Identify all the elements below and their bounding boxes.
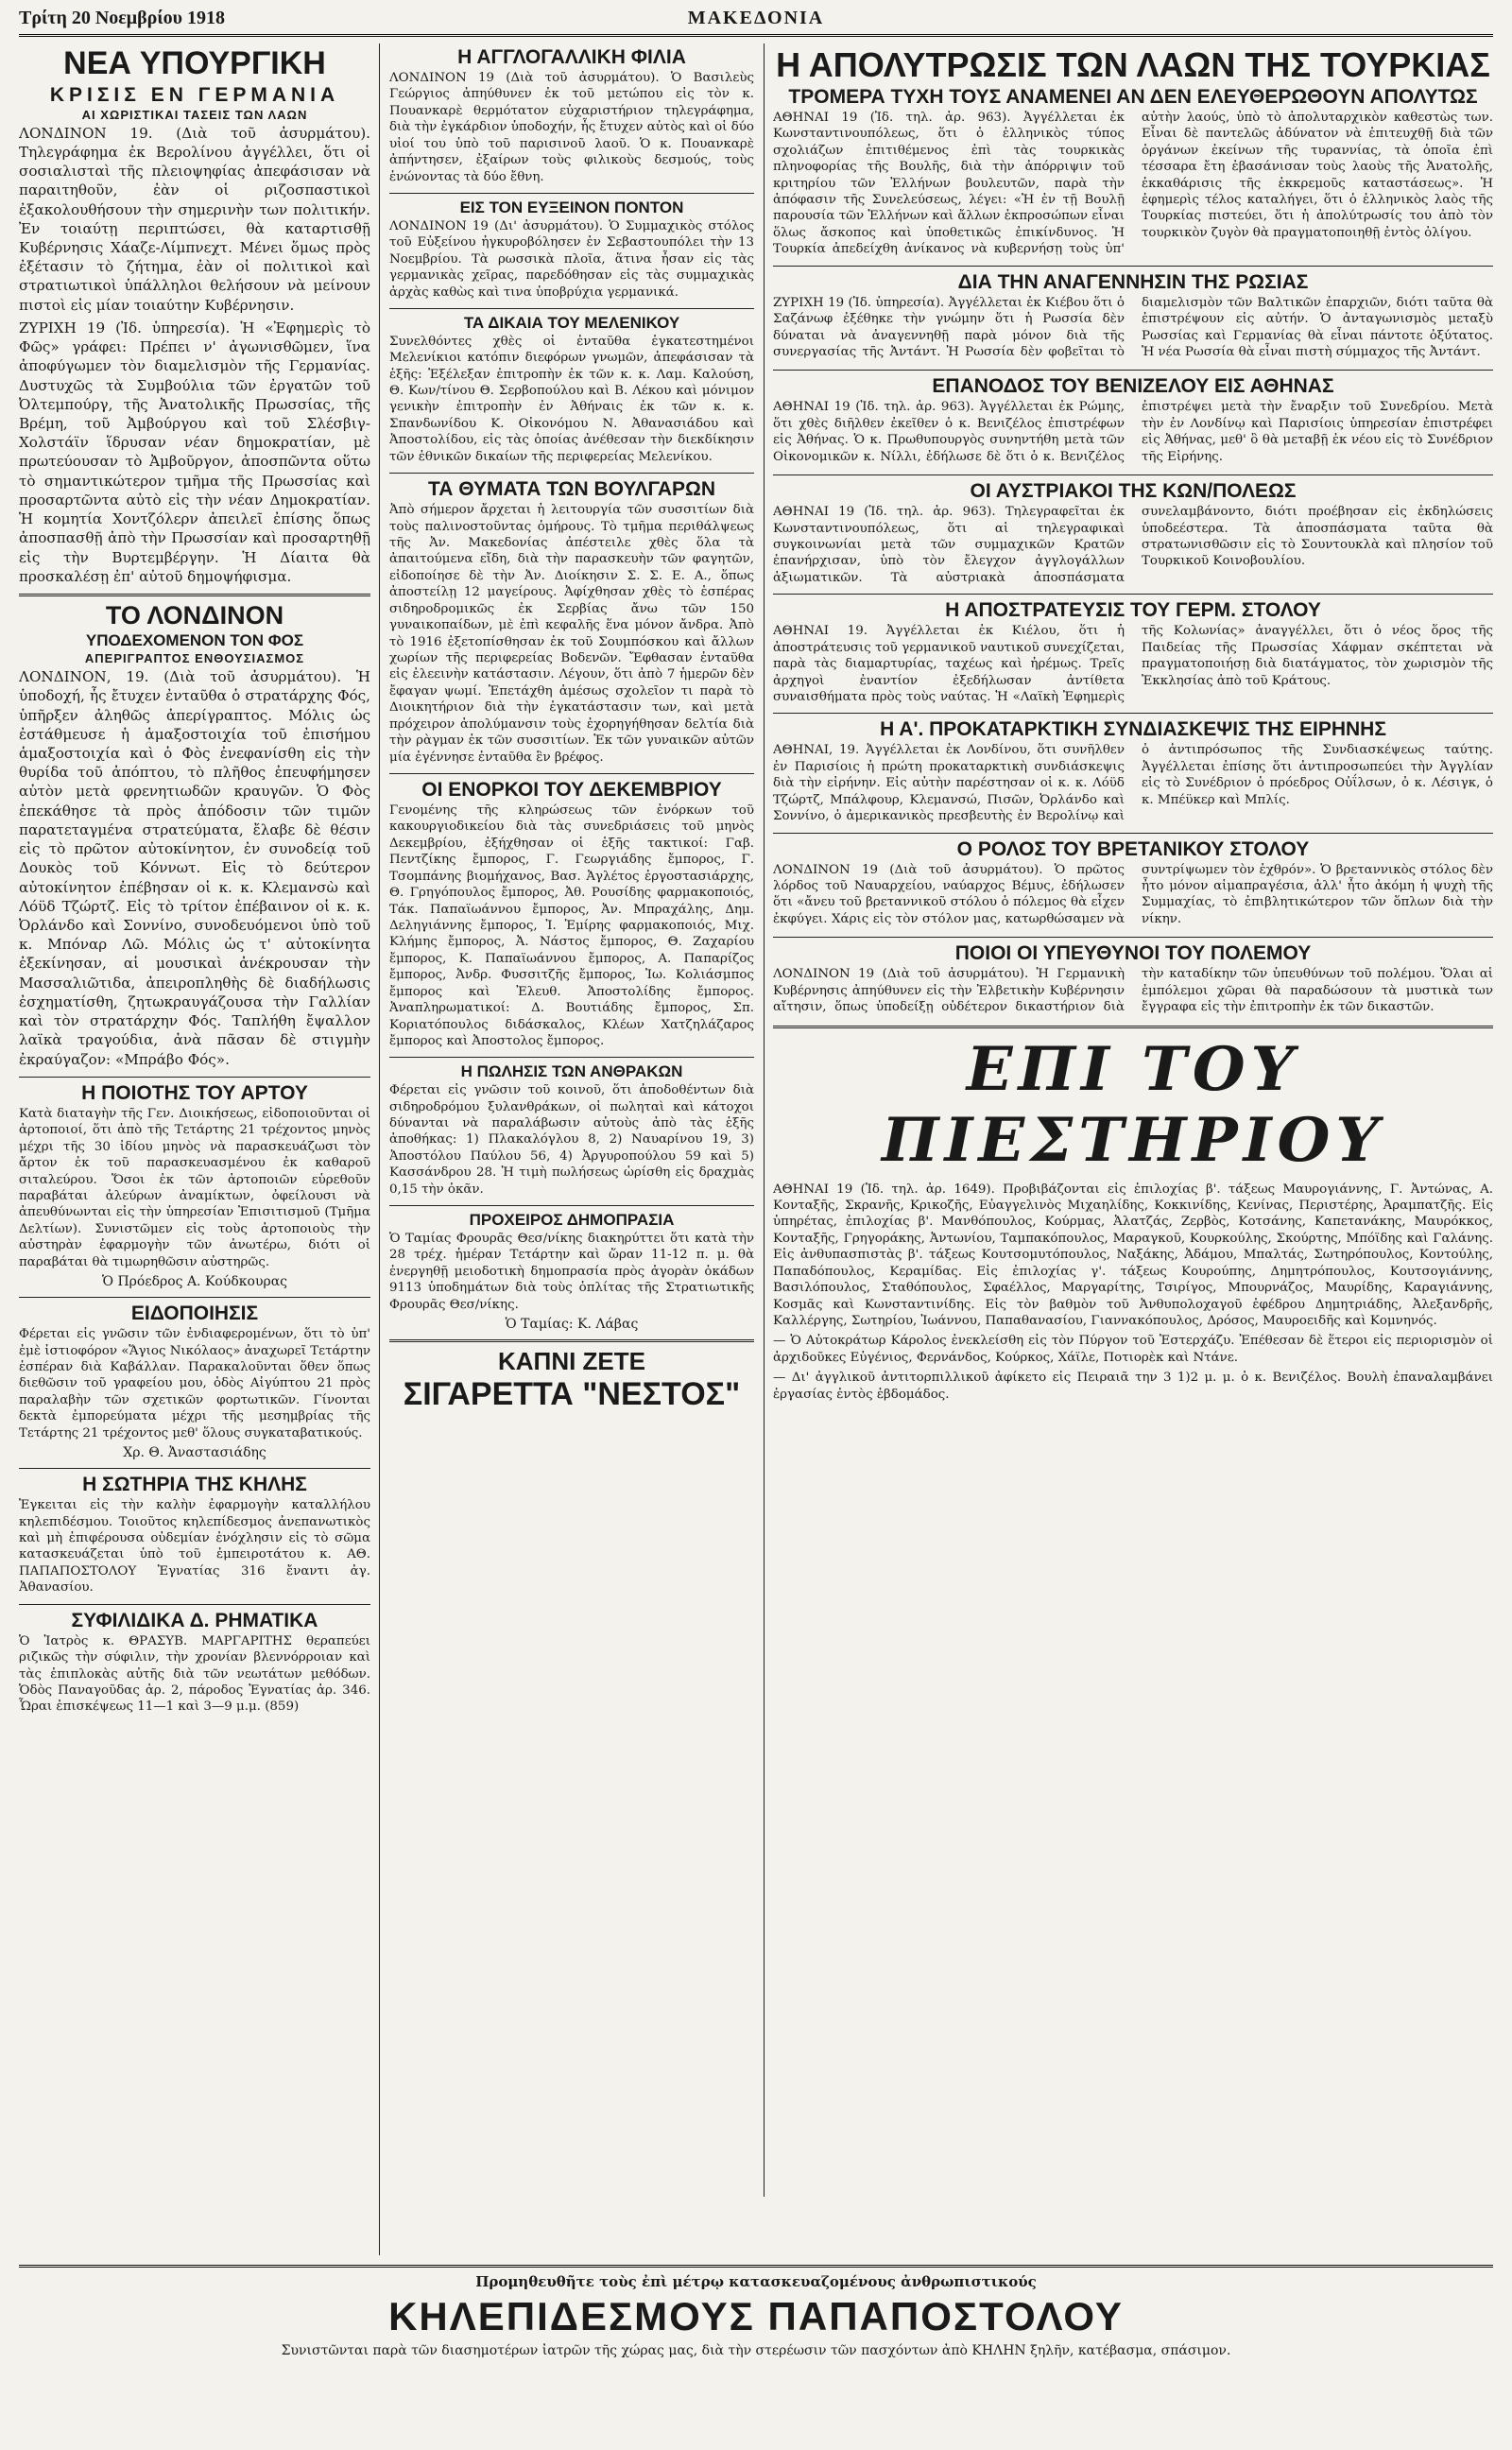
divider bbox=[389, 1057, 754, 1058]
divider bbox=[773, 833, 1493, 834]
headline-bread: Η ΠΟΙΟΤΗΣ ΤΟΥ ΑΡΤΟΥ bbox=[81, 1081, 308, 1104]
article-body: — Δι' ἀγγλικοῦ ἀντιτορπιλλικοῦ ἀφίκετο εἰς Πειραιᾶ την 3 1)2 μ. μ. ὁ κ. Βενιζέλος. Βουλὴ ἐπαναλαμβάνει ἐργασίας ἐντὸς ἑβδομάδος. bbox=[773, 1371, 1493, 1402]
column-3 bbox=[773, 43, 1493, 2191]
advert-description: Συνιστῶνται παρὰ τῶν διασημοτέρων ἰατρῶν τῆς χώρας μας, διὰ τὴν στερέωσιν τῶν πασχόντων ἀπὸ ΚΗΛΗΝ ξηλῆν, κατέβασμα, σπάσιμον. bbox=[281, 2343, 1231, 2358]
column-divider bbox=[764, 43, 765, 2197]
article-body: ΑΘΗΝΑΙ 19. Ἀγγέλλεται ἐκ Κιέλου, ὅτι ἡ ἀποστράτευσις τοῦ γερμανικοῦ ναυτικοῦ συνεχίζεται, παρὰ τὰς διαμαρτυρίας, ταχέως καὶ ἠρέμως. Τρεῖς ἀρχηγοὶ ἐναντίον ἐξεδήλωσαν ἀντίθετα συναισθήματα πρὸς τοὺς ναύτας. Ἡ «Λαϊκὴ Ἐφημερὶς τῆς Κολωνίας» ἀναγγέλλει, ὅτι ὁ νέος ὅρος τῆς Παιδείας τῆς Πρωσσίας Χάφμαν σκέπτεται νὰ πραγματοποιήσῃ διὰ διατάγματος, τὸν χωρισμὸν τῆς Ἐκκλησίας ἀπὸ τοῦ Κράτους. bbox=[773, 624, 1493, 704]
advert-title: ΚΗΛΕΠΙΔΕΣΜΟΥΣ ΠΑΠΑΠΟΣΤΟΛΟΥ bbox=[388, 2294, 1124, 2338]
divider bbox=[773, 370, 1493, 371]
advert-line: Προμηθευθῆτε τοὺς ἐπὶ μέτρῳ κατασκευαζομένους ἀνθρωπιστικούς bbox=[475, 2273, 1037, 2290]
advert-body: Ἐγκειται εἰς τὴν καλὴν ἐφαρμογὴν καταλλήλου κηλεπιδέσμου. Τοιοῦτος κηλεπίδεσμος ἀνεπανωτικὸς καὶ μὴ ἐπιφέρουσα οὐδεμίαν ἐνόχλησιν εἰς τὸ σῶμα κατασκευάζεται ὑπὸ τοῦ ἐμπειροτάτου κ. ΑΘ. ΠΑΠΑΠΟΣΤΟΛΟΥ Ἐγνατίας 316 ἔναντι ἀγ. Ἀθανασίου. bbox=[19, 1498, 370, 1596]
article-body-two-col bbox=[773, 110, 1493, 258]
article-body-two-col bbox=[773, 504, 1493, 586]
divider bbox=[773, 266, 1493, 267]
article-body: Γενομένης τῆς κληρώσεως τῶν ἐνόρκων τοῦ κακουργιοδικείου διὰ τὰς συνεδριάσεις τοῦ μηνὸς Δεκεμβρίου, ἐξήχθησαν οἱ ἑξῆς τακτικοί: Γαβ. Πεντζίκης ἔμπορος, Γ. Γεωργιάδης ἔμπορος, Γ. Τσομπάνης βιομήχανος, Βασ. Ἀγλέτος ἐργοστασιάρχης, Θ. Γρηγόπουλος ἔμπορος, Ἀθ. Ρουσίδης φαρμακοποιός, Τάκ. Παπαϊωάννου ἔμπορος, Ἀν. Μπραχάλης, Δημ. Δεληγιάννης ἔμπορος, Ἰ. Ἐμίρης φαρμακοποιός, Μιχ. Κλήμης ἔμπορος, Ἀ. Νάστος ἔμπορος, Θ. Ζαχαρίου ἔμπορος, Κ. Παπαϊωάννου ἔμπορος, Α. Παπαρίζος ἔμπορος, Ἀνδρ. Φυσσιτζῆς ἔμπορος, Ἰω. Κολιάσμπος ἔμπορος καὶ Ἐλευθ. Ἀποστολίδης ἔμπορος. Ἀναπληρωματικοί: Δ. Βουτιάδης ἔμπορος, Σπ. Κοριατόπουλος διδάσκαλος, Κλέων Χατζηλάζαρος ἔμπορος καὶ Ἀποστολος ἔμπορος. bbox=[389, 803, 754, 1048]
headline-syphilis: ΣΥΦΙΛΙΔΙΚΑ Δ. ΡΗΜΑΤΙΚΑ bbox=[71, 1609, 318, 1631]
column-divider bbox=[379, 43, 380, 2255]
article-body-two-col bbox=[773, 862, 1493, 930]
divider bbox=[773, 1026, 1493, 1028]
divider bbox=[389, 773, 754, 774]
headline-british-fleet: Ο ΡΟΛΟΣ ΤΟΥ ΒΡΕΤΑΝΙΚΟΥ ΣΤΟΛΟΥ bbox=[956, 837, 1310, 860]
kicker: ΑΠΕΡΙΓΡΑΠΤΟΣ ΕΝΘΟΥΣΙΑΣΜΟΣ bbox=[84, 651, 305, 666]
article-body: Ἀπὸ σήμερον ἄρχεται ἡ λειτουργία τῶν συσσιτίων διὰ τοὺς παλινοστοῦντας ὁμήρους. Τὸ τμῆμα περιθάλψεως τῆς Ἀν. Μακεδονίας ἀπέστειλε χθὲς ὅλα τὰ ἀπαιτούμενα εἴδη, διὰ τὴν παρασκευὴν τῶν φαγητῶν, εἰδοποίησε δὲ τὴν Ἀν. Διοίκησιν Σ. Σ. Ε. Α., ὅπως ἀποστείλῃ 12 μαγείρους. Ἀφίχθησαν χθὲς τὸ ἑσπέρας σιδηροδρομικῶς ἐκ Σερβίας ἄνω τῶν 150 γυναικοπαίδων, μὲ ἐπὶ κεφαλῆς ἕνα μόνον ἄνδρα. Ἀπὸ τὸ 1916 ἐξετοπίσθησαν ἐκ τοῦ Σουμπόσκου καὶ ἄλλων χωρίων τῆς περιφερείας Βοδενῶν. Ἔφθασαν ἐνταῦθα εἰς ἐλεεινὴν κατάστασιν. Λέγουν, ὅτι ἀπὸ 7 ἡμερῶν δὲν ἔφαγαν ψωμί. Ἐπετάχθη ἀμέσως σχολεῖον τι παρὰ τὸ Διοικητήριον διὰ τὴν ἐγκατάστασιν των, καὶ μετὰ πρόχειρον ἀπολύμανσιν τοὺς ἐχορηγήθησαν δελτία διὰ τὴν ρὰγμαν ἐκ τῶν συσσιτίων. Ἐκ τῶν γυναικῶν αὐτῶν μία ἐγέννησε ἐνταῦθα ἓν βρέφος. bbox=[389, 503, 754, 765]
issue-date: Τρίτη 20 Νοεμβρίου 1918 bbox=[19, 8, 225, 28]
headline-german-fleet: Η ΑΠΟΣΤΡΑΤΕΥΣΙΣ ΤΟΥ ΓΕΡΜ. ΣΤΟΛΟΥ bbox=[945, 599, 1321, 622]
headline-coal: Η ΠΩΛΗΣΙΣ ΤΩΝ ΑΝΘΡΑΚΩΝ bbox=[460, 1062, 683, 1081]
article-body: ΑΘΗΝΑΙ 19 (Ἰδ. τηλ. ἀρ. 1649). Προβιβάζονται εἰς ἐπιλοχίας β'. τάξεως Μαυρογιάννης, Γ. Ἀντώνας, Α. Κονταξῆς, Σκρανῆς, Κρικοζῆς, Εὐαγγελινὸς Μιχαηλίδης, Κοκκινίδης, Κενίνας, Περιστέρης, Ἀραμπατζῆς. Εἰς ὑπηρέτας, ἐπιλοχίας β'. Μανθόπουλος, Κούρμας, Ἀλατζάς, Ζερβὸς, Κοτσάνης, Καπετανάκης, Μαυρόκκος, Κονταξῆς, Γρηγοράκης, Ἀντωνίου, Ταμπακόπουλος, Μαραγκοῦ, Κουρκούλης, Σκούρτης, Μπόϊδης καὶ Γαλάνης. Εἰς ἀνθυπασπιστὰς β'. τάξεως Κουτσομυτόπουλος, Ναξάκης, Ἀδάμου, Μπαλτάς, Σωτηρόπουλος, Κοντούλης, Παπαδόπουλος, Κεραμίδας. Εἰς ἐπιλοχίας γ'. τάξεως Κουρούπης, Δημητρόπουλος, Κουτσογιάννης, Βασιλόπουλος, Σταθόπουλος, Σφαέλλος, Μαργαρίτης, Τσιρίγος, Μπουρνάζος, Μαυρίδης, Καραγιάννης, Κοσμᾶς καὶ Κωνσταντινίδης. Εἰς τὸν βαθμὸν τοῦ Ἀνθυπολοχαγοῦ ἐφέδρου Δημητριάδης, Ἀλεξανδρῆς, Καλλέργης, Σωτηρίου, Ἰωάννου, Παπαθανασίου, Γιαννακόπουλος, Δρόσος, Μαυροειδῆς καὶ Κομνηνός. bbox=[773, 1182, 1493, 1328]
divider bbox=[773, 937, 1493, 938]
article-body: ΛΟΝΔΙΝΟΝ 19 (Διὰ τοῦ ἀσυρμάτου). Ὁ Βασιλεὺς Γεώργιος ἀπηύθυνεν ἐκ τοῦ μετώπου εἰς τὸν κ. Πουανκαρὲ θερμότατον εὐχαριστήριον τηλεγράφημα, διὰ τὴν ἐγκάρδιον ὑποδοχήν, ἧς ἔτυχεν αὐτὸς καὶ οἱ δύο υἱοί του ὑπὸ τοῦ παρισινοῦ λαοῦ. Ὁ κ. Πουανκαρὲ ἀπήντησεν, ἐξαίρων τοὺς φιλικοὺς δεσμούς, τοὺς ἑνώνοντας τὰ δύο ἔθνη. bbox=[389, 71, 754, 184]
divider bbox=[19, 1297, 370, 1298]
masthead bbox=[19, 6, 1493, 37]
headline-melenik: ΤΑ ΔΙΚΑΙΑ ΤΟΥ ΜΕΛΕΝΙΚΟΥ bbox=[463, 313, 680, 332]
article-body-two-col bbox=[773, 399, 1493, 467]
column-2 bbox=[389, 43, 754, 2197]
headline-anglo-french: Η ΑΓΓΛΟΓΑΛΛΙΚΗ ΦΙΛΙΑ bbox=[457, 46, 686, 68]
divider bbox=[773, 474, 1493, 475]
article-body: ΑΘΗΝΑΙ 19 (Ἰδ. τηλ. ἀρ. 963). Ἀγγέλλεται ἐκ Ρώμης, ὅτι χθὲς διῆλθεν ἐκεῖθεν ὁ κ. Βενιζέλος ἐπιστρέφων εἰς Ἀθήνας. Ὁ κ. Πρωθυπουργὸς συνηντήθη μετὰ τῶν Οἰκονομικῶν κ. Νίλλι, ἐδήλωσε δὲ ὅτι ὁ κ. Βενιζέλος ἐπιστρέψει μετὰ τὴν ἔναρξιν τοῦ Συνεδρίου. Μετὰ τὴν ἐν Λονδίνῳ καὶ Παρισίοις ὑπηρεσίαν ἐπιστρέφει εἰς Ἀθήνας, μεθ' ὃ θὰ μεταβῇ ἐκ νέου εἰς τὸ Συνέδριον τῆς Εἰρήνης. bbox=[773, 400, 1493, 464]
headline-jurors: ΟΙ ΕΝΟΡΚΟΙ ΤΟΥ ΔΕΚΕΜΒΡΙΟΥ bbox=[421, 778, 722, 801]
headline-austrians: ΟΙ ΑΥΣΤΡΙΑΚΟΙ ΤΗΣ ΚΩΝ/ΠΟΛΕΩΣ bbox=[970, 480, 1297, 503]
article-body: ΛΟΝΔΙΝΟΝ 19 (Διὰ τοῦ ἀσυρμάτου). Ὁ πρῶτος λόρδος τοῦ Ναυαρχείου, ναύαρχος Βέμυς, ἐδήλωσεν ὅτι «ἄνευ τοῦ βρεταννικοῦ στόλου ὁ πόλεμος θὰ εἶχεν ἐκφύγει. Χάρις εἰς τὸν στόλον μας, κατωρθώσαμεν νὰ συντρίψωμεν τὸν ἐχθρόν». Ὁ βρεταννικὸς στόλος δὲν ἦτο μόνον αἱμαπραγέσια, ἀλλ' ἦτο ἀκόμη ἡ ψυχὴ τῆς Συμμαχίας, τὸ ἐπιβλητικώτερον τῶν ὅπλων διὰ τὴν νίκην. bbox=[773, 862, 1493, 926]
divider bbox=[389, 193, 754, 194]
article-body: Συνελθόντες χθὲς οἱ ἐνταῦθα ἐγκατεστημένοι Μελενίκιοι κατόπιν διεφόρων γνωμῶν, ἀπεφάσισαν τὰ ἑξῆς: Ἐξέλεξαν ἐπιτροπὴν ἐκ τῶν κ. κ. Λαμ. Καλούση, Θ. Κων/τίνου Θ. Σερβοπούλου καὶ Β. Λέκου καὶ μόνιμον γενικὴν ἐπιτροπὴν ἐν Ἀθήναις ἐκ τῶν κ. κ. Σπανδωνίδου Κ. Οἰκονόμου Ν. Ἀθανασιάδου καὶ Ἀποστολίδου, εἰς τὰς ὁποίας ἀνέθεσαν τὴν διεκδίκησιν τῶν ἐθνικῶν δικαίων τῆς περιφερείας Μελενίκου. bbox=[389, 334, 754, 464]
headline-turkey: Η ΑΠΟΛΥΤΡΩΣΙΣ ΤΩΝ ΛΑΩΝ ΤΗΣ ΤΟΥΡΚΙΑΣ bbox=[776, 45, 1490, 84]
divider bbox=[389, 1339, 754, 1342]
article-body: ΖΥΡΙΧΗ 19 (Ἰδ. ὑπηρεσία). Ἀγγέλλεται ἐκ Κιέβου ὅτι ὁ Σαζάνωφ ἐξέθηκε τὴν γνώμην ὅτι ἡ Ρωσσία δὲν δύναται νὰ ἀναγεννηθῇ παρὰ μόνον διὰ τῆς συνεργασίας τῆς Ἀντάντ. Ἡ Ρωσσία δὲν φοβεῖται τὸ διαμελισμὸν τῶν Βαλτικῶν ἐπαρχιῶν, διότι ταῦτα θὰ ἐπιστρέψουν εἰς αὐτήν. Ὁ ἀνταγωνισμὸς μεταξὺ Ρωσσίας καὶ Γερμανίας θὰ εἶναι πάντοτε ὀξύτατος. Ἡ νέα Ρωσσία θὰ εἶναι πιστὴ σύμμαχος τῆς Ἀντάντ. bbox=[773, 295, 1493, 359]
divider bbox=[389, 473, 754, 474]
headline-notice: ΕΙΔΟΠΟΙΗΣΙΣ bbox=[130, 1303, 259, 1325]
advert-cigarette: ΣΙΓΑΡΕΤΤΑ "ΝΕΣΤΟΣ" bbox=[403, 1375, 741, 1412]
article-body: ΑΘΗΝΑΙ 19 (Ἰδ. τηλ. ἀρ. 963). Ἀγγέλλεται ἐκ Κωνσταντινουπόλεως, ὅτι ὁ ἑλληνικὸς τύπος σχολιάζων ἐπιτιθέμενος ἐπὶ τὰς τουρκικὰς πληνοφορίας τῆς Βουλῆς, διὰ τὴν ἀπόρριψιν τοῦ κριτηρίου τῶν Ἑλλήνων βουλευτῶν, παρὰ τὴν ἀπόφασιν τῆς Συνελεύσεως, λέγει: «Ἡ ἐν τῇ Βουλῇ παρουσία τῶν Ἑλλήνων καὶ ἄλλων ἐκπροσώπων εἶναι ὅλως ἄσκοπος καὶ ὑποθετικῶς ἐπικίνδυνος. Ἡ Τουρκία ἀπεδείχθη ἀνίκανος νὰ κυβερνήσῃ τοὺς ὑπ' αὐτὴν λαούς, ὑπὸ τὸ ἀπολυταρχικὸν καθεστὼς των. Εἶναι δὲ παντελῶς ἀδύνατον νὰ ἐπιτευχθῇ διὰ τῶν ὀργάνων ἐκείνων τῆς τυραννίας, τὰ ὁποῖα ἐπὶ τέσσαρα ἔτη ἐβασάνισαν τοὺς λαοὺς τῆς Ἀνατολῆς, ἐκκαθάρισις τῆς ἐκκρεμοῦς καταστάσεως». Ἡ ἐφημερὶς τέλος καταλήγει, ὅτι ὁ ἑλληνικὸς λαὸς τῆς Τουρκίας πιστεύει, ὅτι ἡ ἀπολύτρωσίς του ἀπὸ τὸν τουρκικὸν ζυγὸν θὰ πραγματοποιηθῇ ἐντὸς ὀλίγου. bbox=[773, 110, 1493, 257]
subheadline-germany: ΚΡΙΣΙΣ ΕΝ ΓΕΡΜΑΝΙΑ bbox=[49, 83, 340, 106]
headline-new-crisis: ΝΕΑ ΥΠΟΥΡΓΙΚΗ bbox=[63, 45, 326, 81]
bottom-advert bbox=[19, 2265, 1493, 2358]
article-body: ΛΟΝΔΙΝΟΝ 19 (Διὰ τοῦ ἀσυρμάτου). Ἡ Γερμανικὴ Κυβέρνησις ἀπηύθυνεν εἰς τὴν Ἐλβετικὴν Κυβέρνησιν αἴτησιν, ὅπως ὑποδείξῃ οὐδέτερον δικαστήριον διὰ τὴν καταδίκην τῶν ὑπευθύνων τοῦ πολέμου. Ὅλαι αἱ ἐμπόλεμοι χῶραι θὰ παραδώσουν τὰ μυστικὰ των ἔγγραφα εἰς τὴν ἐπιτροπὴν ἐκ τῶν δικαστῶν. bbox=[773, 967, 1493, 1015]
headline-press: ΕΠΙ ΤΟΥ ΠΙΕΣΤΗΡΙΟΥ bbox=[881, 1033, 1385, 1176]
article-body-two-col bbox=[773, 742, 1493, 824]
headline-venizelos: ΕΠΑΝΟΔΟΣ ΤΟΥ ΒΕΝΙΖΕΛΟΥ ΕΙΣ ΑΘΗΝΑΣ bbox=[932, 375, 1334, 398]
article-body-two-col bbox=[773, 295, 1493, 363]
divider bbox=[773, 713, 1493, 714]
article-body: ΛΟΝΔΙΝΟΝ 19. (Διὰ τοῦ ἀσυρμάτου). Τηλεγράφημα ἐκ Βερολίνου ἀγγέλλει, ὅτι οἱ σοσιαλισταὶ τῆς πλειοψηφίας ἀπεφάσισαν νὰ παραιτηθοῦν, ἐὰν οἱ ριζοσπαστικοὶ ἐξακολουθήσουν τὴν σημερινὴν των πολιτικήν. Ἐν τοιαύτῃ περιπτώσει, θὰ καταρτισθῇ Κυβέρνησις Χάαζε-Λίμπνεχτ. Μένει ὅμως πρὸς ἐξέτασιν τὸ ζήτημα, ἐὰν οἱ πολιτικοὶ καὶ στρατιωτικοὶ ὑπάλληλοι θελήσουν νὰ μείνουν πιστοὶ εἰς μίαν τοιαύτην Κυβέρνησιν. bbox=[19, 124, 370, 314]
article-body: ΛΟΝΔΙΝΟΝ 19 (Δι' ἀσυρμάτου). Ὁ Συμμαχικὸς στόλος τοῦ Εὐξείνου ἠγκυροβόλησεν ἐν Σεβαστουπόλει τὴν 13 Νοεμβρίου. Τὰ ρωσσικὰ πλοῖα, ἅτινα ἦσαν εἰς τὰς γερμανικὰς χεῖρας, παρεδόθησαν εἰς τὰς συμμαχικὰς ἀρχὰς καθὼς καὶ τινα ὑποβρύχια γερμανικά. bbox=[389, 218, 754, 300]
divider bbox=[389, 1205, 754, 1206]
article-body: ΖΥΡΙΧΗ 19 (Ἰδ. ὑπηρεσία). Ἡ «Ἐφημερὶς τὸ Φῶς» γράφει: Πρέπει ν' ἀγωνισθῶμεν, ἵνα ἀποφύγωμεν τὸν διαμελισμὸν τῆς Γερμανίας. Δυστυχῶς τὰ Συμβούλια τῶν ἐργατῶν τοῦ Ὀλτεμπούργ, τῆς Ἀνατολικῆς Πρωσσίας, τῆς Βρέμη, τοῦ Ἀμβούργου καὶ τοῦ Σλέσβιγ-Χολστάϊν ἵδρυσαν νέαν δημοκρατίαν, μὲ πρωτεύουσαν τὸ Ἀμβοῦργον, ἀποσπῶντα οὕτω τὸ σημαντικώτερον τμῆμα τῆς Πρωσσίας καὶ προσαρτῶντα αὐτὸ εἰς τὴν νέαν Δημοκρατίαν. Ἡ κομητία Χοντζόλερν ἀπειλεῖ ἐπίσης ὅπως ἀποσπασθῇ ἀπὸ τὴν Πρωσσίαν καὶ προσαρτηθῇ εἰς τὴν Βυρτεμβέργην. Ἡ Δίαιτα θὰ προσκαλέσῃ ἐπ' αὐτοῦ δημοψήφισμα. bbox=[19, 319, 370, 585]
headline-war-guilt: ΠΟΙΟΙ ΟΙ ΥΠΕΥΘΥΝΟΙ ΤΟΥ ΠΟΛΕΜΟΥ bbox=[954, 942, 1312, 965]
headline-russia: ΔΙΑ ΤΗΝ ΑΝΑΓΕΝΝΗΣΙΝ ΤΗΣ ΡΩΣΙΑΣ bbox=[957, 270, 1309, 293]
article-body: Φέρεται εἰς γνῶσιν τοῦ κοινοῦ, ὅτι ἀποδοθέντων διὰ σιδηροδρόμου ξυλανθράκων, οἱ πωληταὶ καὶ κάτοχοι δύνανται νὰ παραλάβωσιν αὐτοὺς ἀπὸ τὰς ἑξῆς ἀποθήκας: 1) Πλακαλόγλου 8, 2) Ναυαρίνου 19, 3) Ἀποστόλου Παύλου 56, 4) Ἀργυροπούλου 59 καὶ 5) Κασσάνδρου 28. Ἡ τιμὴ πωλήσεως ὡρίσθη εἰς δραχμὰς 0,15 τὴν ὀκᾶν. bbox=[389, 1083, 754, 1197]
advert-body: Ὁ Ἰατρὸς κ. ΘΡΑΣΥΒ. ΜΑΡΓΑΡΙΤΗΣ θεραπεύει ριζικῶς τὴν σύφιλιν, τὴν χρονίαν βλεννόρροιαν καὶ τὰς ἐπιπλοκὰς αὐτῆς διὰ τῶν νεωτάτων μεθόδων. Ὁδὸς Παναγοῦδας ἀρ. 2, πάροδος Ἐγνατίας ἀρ. 346. Ὧραι ἐπισκέψεως 11—1 καὶ 3—9 μ.μ. (859) bbox=[19, 1633, 370, 1715]
article-body: — Ὁ Αὐτοκράτωρ Κάρολος ἐνεκλείσθη εἰς τὸν Πύργον τοῦ Ἐστερχάζυ. Ἐπέθεσαν δὲ ἕτεροι εἰς περιορισμὸν οἱ ἀρχιδοῦκες Εὐγένιος, Φερνάνδος, Κούρκος, Χάϊλε, Ποτιορὲκ καὶ Ντάνε. bbox=[773, 1334, 1493, 1365]
subheadline-turkey: ΤΡΟΜΕΡΑ ΤΥΧΗ ΤΟΥΣ ΑΝΑΜΕΝΕΙ ΑΝ ΔΕΝ ΕΛΕΥΘΕΡΩΘΟΥΝ ΑΠΟΛΥΤΩΣ bbox=[788, 85, 1478, 108]
divider bbox=[19, 594, 370, 596]
headline-london: ΤΟ ΛΟΝΔΙΝΟΝ bbox=[105, 600, 284, 630]
subheadline-foch: ΥΠΟΔΕΧΟΜΕΝΟΝ ΤΟΝ ΦΟΣ bbox=[85, 631, 304, 650]
article-body-two-col bbox=[773, 623, 1493, 705]
article-body: ΑΘΗΝΑΙ, 19. Ἀγγέλλεται ἐκ Λονδίνου, ὅτι συνῆλθεν ἐν Παρισίοις ἡ πρώτη προκαταρκτικὴ συνδιάσκεψις διὰ τὴν εἰρήνην. Εἰς αὐτὴν παρέστησαν οἱ κ. κ. Λόϋδ Τζώρτζ, Μπάλφουρ, Κλεμανσώ, Πισῶν, Ὀρλάνδο καὶ Σοννίνο, ὁ ἀμερικανικὸς πρεσβευτὴς ἐν Βερολίνῳ καὶ ὁ ἀντιπρόσωπος τῆς Συνδιασκέψεως ταύτης. Ἀγγέλλεται ἐπίσης ὅτι ἀντιπροσωπεύει τὴν Ἀγγλίαν εἰς τὸ Συνέδριον ὁ πρόεδρος Οὐΐλσων, ὁ κ. Λέσιγκ, ὁ κ. Μπέϋκερ καὶ Μπλίς. bbox=[773, 743, 1493, 824]
headline-victims: ΤΑ ΘΥΜΑΤΑ ΤΩΝ ΒΟΥΛΓΑΡΩΝ bbox=[427, 478, 716, 501]
headline-peace-conference: Η Α'. ΠΡΟΚΑΤΑΡΚΤΙΚΗ ΣΥΝΔΙΑΣΚΕΨΙΣ ΤΗΣ ΕΙΡΗΝΗΣ bbox=[880, 718, 1386, 741]
newspaper-title: ΜΑΚΕΔΟΝΙΑ bbox=[687, 8, 825, 28]
signature: Ὁ Πρόεδρος Α. Κούδκουρας bbox=[101, 1274, 288, 1290]
divider bbox=[19, 1604, 370, 1605]
divider bbox=[19, 1077, 370, 1078]
column-1 bbox=[19, 43, 370, 2255]
signature: Χρ. Θ. Ἀναστασιάδης bbox=[123, 1445, 266, 1461]
article-body: Φέρεται εἰς γνῶσιν τῶν ἐνδιαφερομένων, ὅτι τὸ ὑπ' ἐμὲ ἰστιοφόρον «Ἅγιος Νικόλαος» ἀναχωρεῖ Τετάρτην ἑσπέραν διὰ Καβάλλαν. Παρακαλοῦνται ὅθεν ὅπως διεθῶσιν τοῦ γραφείου μου, ὁδὸς Αἰγύπτου 21 πρὸς παραλαβὴν τῶν σχετικῶν φορτωτικῶν. Γίνονται δεκτὰ ἐμπορεύματα μέχρι τῆς μεσημβρίας τῆς Τετάρτης 21 τρέχοντος μεθ' ὅλους συγκαταβατικούς. bbox=[19, 1327, 370, 1441]
divider bbox=[19, 1468, 370, 1469]
article-body-two-col bbox=[773, 966, 1493, 1017]
headline-black-sea: ΕΙΣ ΤΟΝ ΕΥΞΕΙΝΟΝ ΠΟΝΤΟΝ bbox=[459, 198, 684, 216]
headline-auction: ΠΡΟΧΕΙΡΟΣ ΔΗΜΟΠΡΑΣΙΑ bbox=[469, 1211, 675, 1230]
advert-smoke: ΚΑΠΝΙ ΖΕΤΕ bbox=[498, 1347, 645, 1376]
divider bbox=[773, 594, 1493, 595]
article-body: ΛΟΝΔΙΝΟΝ, 19. (Διὰ τοῦ ἀσυρμάτου). Ἡ ὑποδοχή, ἧς ἔτυχεν ἐνταῦθα ὁ στρατάρχης Φός, ὑπῆρξεν ἀληθῶς ἀπερίγραπτος. Μόλις ὡς ἐστάθμευσε ἡ ἁμαξοστοιχία τοῦ ἐπισήμου ἁμαξοστοιχία καὶ ὁ Φὸς ἐνεφανίσθη εἰς τὴν θυρίδα τοῦ ἀπόπτου, τὸ πλῆθος ἐπευφήμησεν αὐτὸν μετὰ φρενητιωδῶν κραυγῶν. Ὁ Φὸς ἐπεκάθησε τὰ πρὸς ἀπόδοσιν τῶν τιμῶν παρατεταγμένα στρατεύματα, ἔλαβε δὲ θέσιν εἰς τὸ πρῶτον αὐτοκίνητον, ἐν συνοδείᾳ τοῦ Δουκὸς τοῦ Κόννωτ. Εἰς τὸ δεύτερον αὐτοκίνητον ἐπέβησαν οἱ κ. κ. Κλεμανσὼ καὶ Λόϋδ Τζώρτζ. Εἰς τὸ τρίτον ἐπέβαινον οἱ κ. κ. Ὀρλάνδο καὶ Σοννίνο, συνοδευόμενοι ὑπὸ τοῦ κ. Μπόναρ Λῶ. Μόλις ὡς τ' αὐτοκίνητα ἐξεκίνησαν, αἱ μουσικαὶ ἀνέκρουσαν τὴν Μασσαλιῶτιδα, ἀπειροπληθὴς δὲ διαδήλωσις ἐσχηματίσθη, ζητωκραυγάζουσα τὴν Γαλλίαν καὶ τὸν στρατάρχην Φός. Ταπλήθη ἔψαλλον λαϊκὰ τραγούδια, ἀνὰ πᾶσαν δὲ στιγμὴν ἐκραύγαζον: «Μπράβο Φός». bbox=[19, 668, 370, 1068]
article-body: Ὁ Ταμίας Φρουρᾶς Θεσ/νίκης διακηρύττει ὅτι κατὰ τὴν 28 τρέχ. ἡμέραν Τετάρτην καὶ ὥραν 11-12 π. μ. θὰ ἐνεργηθῇ μειοδοτικὴ δημοπρασία πρὸς ἀγορὰν ὀκάδων 9113 ὑποδημάτων διὰ τοὺς ὁπλίτας τῆς Στρατιωτικῆς Φρουρᾶς Θεσ/νίκης. bbox=[389, 1231, 754, 1312]
signature: Ὁ Ταμίας: Κ. Λάβας bbox=[505, 1317, 639, 1333]
article-body: Κατὰ διαταγὴν τῆς Γεν. Διοικήσεως, εἰδοποιοῦνται οἱ ἀρτοποιοί, ὅτι ἀπὸ τῆς Τετάρτης 21 τρέχοντος μηνὸς μέχρι τῆς 30 ἰδίου μηνὸς νὰ παρασκευάζωσι τὸν ἄρτον ἐκ τοῦ παρασκευασμένου ἐκ καθαροῦ σιταλεύρου. Ὅσοι ἐκ τῶν ἀρτοποιῶν εὑρεθοῦν παραβάται ἀλεύρων ἀναμίκτων, ὀφείλουσι νὰ ἀπευθύνωνται εἰς τὴν ὑπηρεσίαν Ἐπισιτισμοῦ (Τμῆμα Δελτίων). Συνιστῶμεν εἰς τοὺς ἀρτοποιοὺς τὴν αὐστηρὰν ἐφαρμογὴν τῶν ἀνωτέρω, διότι οἱ παραβάται θὰ τιμωρηθῶσιν αὐστηρῶς. bbox=[19, 1106, 370, 1269]
kicker: ΑΙ ΧΩΡΙΣΤΙΚΑΙ ΤΑΣΕΙΣ ΤΩΝ ΛΑΩΝ bbox=[81, 107, 308, 122]
article-body: ΑΘΗΝΑΙ 19 (Ἰδ. τηλ. ἀρ. 963). Τηλεγραφεῖται ἐκ Κωνσταντινουπόλεως, ὅτι αἱ τηλεγραφικαὶ συγκοινωνίαι μετὰ τῶν συμμαχικῶν Κρατῶν ἐπανήρχισαν, ὑπὸ τὸν ἔλεγχον ἀγγλογάλλων ἀξιωματικῶν. Τὰ αὐστριακὰ ἀποσπάσματα συνελαμβάνοντο, διότι προέβησαν εἰς ἐκδηλώσεις ὑποδεέστερα. Τὰ ἀποσπάσματα ταῦτα θὰ στρατωνισθῶσιν εἰς τὸ Σουντουκλὰ καὶ πλησίον τοῦ Τουρκικοῦ Κοινοβουλίου. bbox=[773, 505, 1493, 585]
divider bbox=[389, 308, 754, 309]
headline-hernia: Η ΣΩΤΗΡΙΑ ΤΗΣ ΚΗΛΗΣ bbox=[82, 1474, 307, 1496]
